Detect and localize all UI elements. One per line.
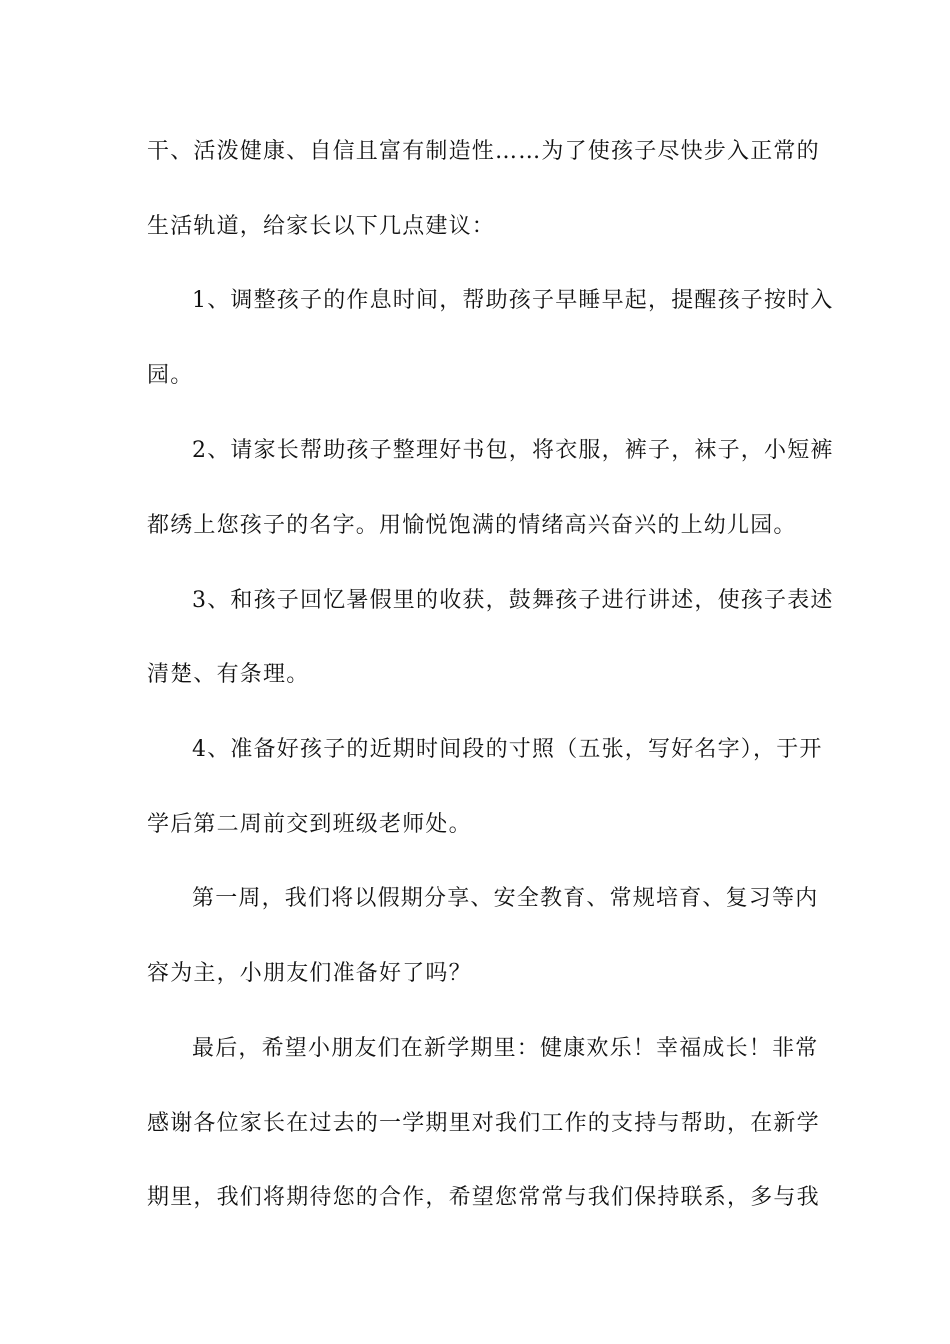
first-week-line: 第一周，我们将以假期分享、安全教育、常规培育、复习等内 bbox=[192, 886, 819, 911]
suggestion-4-line: 4、准备好孩子的近期时间段的寸照（五张，写好名字），于开 bbox=[192, 737, 823, 762]
suggestion-2-line: 都绣上您孩子的名字。用愉悦饱满的情绪高兴奋兴的上幼儿园。 bbox=[147, 513, 797, 538]
closing-line: 最后，希望小朋友们在新学期里：健康欢乐！幸福成长！非常 bbox=[192, 1036, 819, 1061]
first-week-line: 容为主，小朋友们准备好了吗？ bbox=[147, 961, 472, 986]
paragraph-line: 干、活泼健康、自信且富有制造性……为了使孩子尽快步入正常的 bbox=[147, 139, 820, 164]
suggestion-4-line: 学后第二周前交到班级老师处。 bbox=[147, 812, 472, 837]
suggestion-1-line: 1、调整孩子的作息时间，帮助孩子早睡早起，提醒孩子按时入 bbox=[192, 288, 834, 313]
suggestion-3-line: 3、和孩子回忆暑假里的收获，鼓舞孩子进行讲述，使孩子表述 bbox=[192, 588, 834, 613]
closing-line: 期里，我们将期待您的合作，希望您常常与我们保持联系，多与我 bbox=[147, 1185, 820, 1210]
suggestion-2-line: 2、请家长帮助孩子整理好书包，将衣服，裤子，袜子，小短裤 bbox=[192, 438, 834, 463]
suggestion-3-line: 清楚、有条理。 bbox=[147, 662, 310, 687]
suggestion-1-line: 园。 bbox=[147, 363, 194, 388]
paragraph-line: 生活轨道，给家长以下几点建议： bbox=[147, 214, 496, 239]
closing-line: 感谢各位家长在过去的一学期里对我们工作的支持与帮助，在新学 bbox=[147, 1111, 820, 1136]
